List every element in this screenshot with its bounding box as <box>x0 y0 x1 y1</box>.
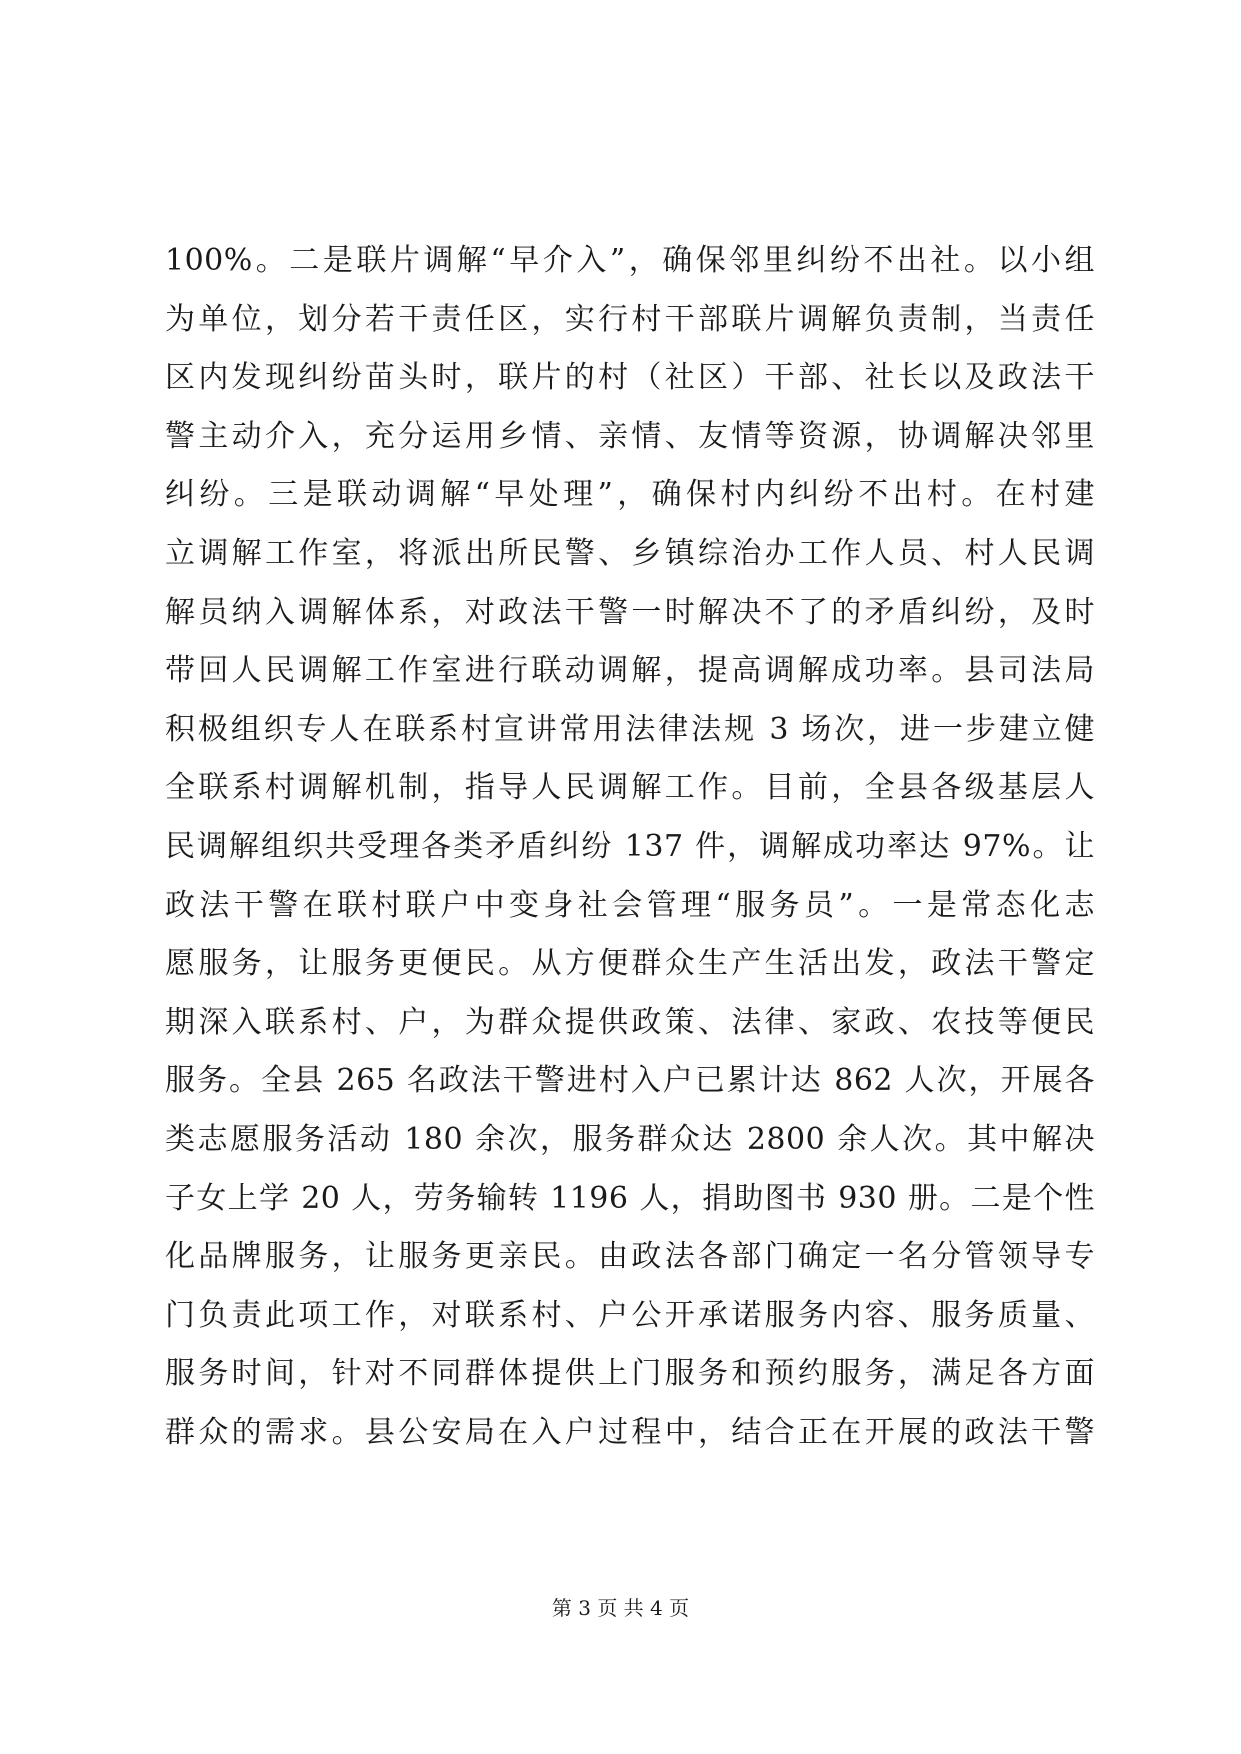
text-line: 解员纳入调解体系，对政法干警一时解决不了的矛盾纠纷，及时 <box>165 594 1095 630</box>
text-line: 愿服务，让服务更便民。从方便群众生产生活出发，政法干警定 <box>165 946 1095 982</box>
text-line: 区内发现纠纷苗头时，联片的村（社区）干部、社长以及政法干 <box>165 360 1095 396</box>
text-line: 类志愿服务活动 180 余次，服务群众达 2800 余人次。其中解决 <box>165 1121 1095 1157</box>
text-line: 化品牌服务，让服务更亲民。由政法各部门确定一名分管领导专 <box>165 1239 1095 1275</box>
body-paragraph <box>165 232 1095 1462</box>
page-number-label: 第 3 页 共 4 页 <box>551 1596 690 1620</box>
text-line: 政法干警在联村联户中变身社会管理“服务员”。一是常态化志 <box>165 887 1095 923</box>
text-line: 立调解工作室，将派出所民警、乡镇综治办工作人员、村人民调 <box>165 535 1095 571</box>
text-line: 100%。二是联片调解“早介入”，确保邻里纠纷不出社。以小组 <box>165 243 1095 278</box>
text-line: 群众的需求。县公安局在入户过程中，结合正在开展的政法干警 <box>165 1414 1095 1450</box>
text-line: 警主动介入，充分运用乡情、亲情、友情等资源，协调解决邻里 <box>165 418 1095 454</box>
text-line: 门负责此项工作，对联系村、户公开承诺服务内容、服务质量、 <box>165 1297 1095 1333</box>
page-footer <box>0 1594 1241 1622</box>
text-line: 积极组织专人在联系村宣讲常用法律法规 3 场次，进一步建立健 <box>165 711 1095 747</box>
text-line: 纠纷。三是联动调解“早处理”，确保村内纠纷不出村。在村建 <box>165 477 1095 513</box>
text-line: 带回人民调解工作室进行联动调解，提高调解成功率。县司法局 <box>165 653 1095 689</box>
text-line: 全联系村调解机制，指导人民调解工作。目前，全县各级基层人 <box>165 770 1095 806</box>
text-line: 期深入联系村、户，为群众提供政策、法律、家政、农技等便民 <box>165 1004 1095 1040</box>
text-line: 服务时间，针对不同群体提供上门服务和预约服务，满足各方面 <box>165 1356 1095 1392</box>
text-line: 子女上学 20 人，劳务输转 1196 人，捐助图书 930 册。二是个性 <box>165 1180 1095 1216</box>
text-line: 民调解组织共受理各类矛盾纠纷 137 件，调解成功率达 97%。让 <box>165 828 1095 864</box>
text-line: 为单位，划分若干责任区，实行村干部联片调解负责制，当责任 <box>165 301 1095 337</box>
text-line: 服务。全县 265 名政法干警进村入户已累计达 862 人次，开展各 <box>165 1063 1095 1099</box>
